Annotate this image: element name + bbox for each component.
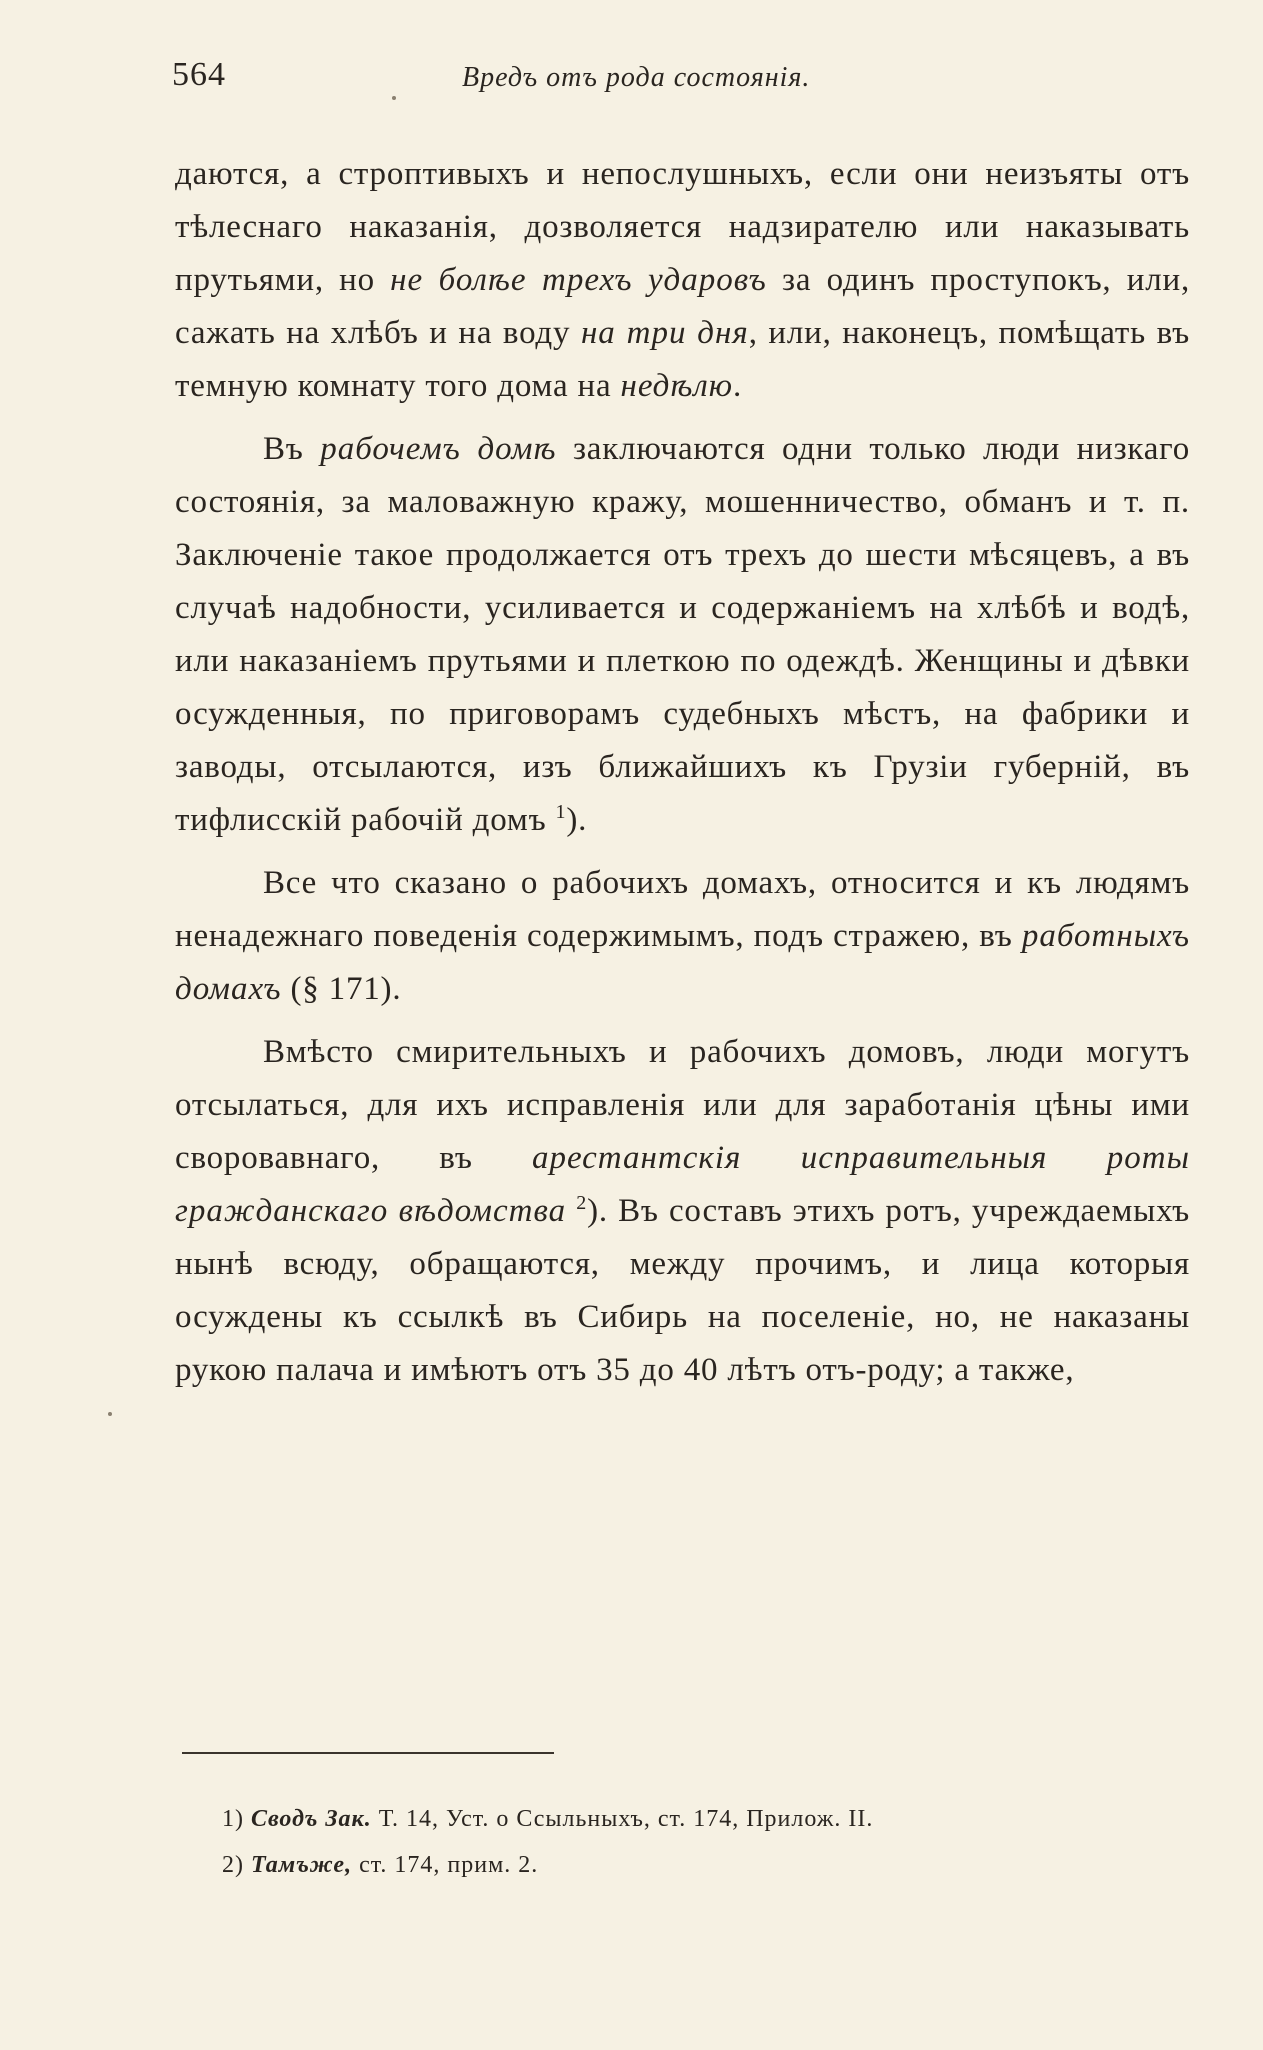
footnote-divider (182, 1752, 554, 1754)
emphasis: арестантскія исправительныя роты гражданскаго вѣдомства (175, 1140, 1190, 1229)
paragraph-2: Въ рабочемъ домѣ заключаются одни только люди низкаго состоянія, за маловажную кражу, мошенничество, обманъ и т. п. Заключеніе такое продолжается отъ трехъ до шести мѣсяцевъ, а въ случаѣ надобности, усиливается и содержаніемъ на хлѣбѣ и водѣ, или наказаніемъ прутьями и плеткою по одеждѣ. Женщины и дѣвки осужденныя, по приговорамъ судебныхъ мѣстъ, на фабрики и заводы, отсылаются, изъ ближайшихъ къ Грузіи губерній, въ тифлисскій рабочій домъ $^1$). (175, 431, 1190, 838)
paragraph-1: даются, а строптивыхъ и непослушныхъ, если они неизъяты отъ тѣлеснаго наказанія, дозволяется надзирателю или наказывать прутьями, но не болѣе трехъ ударовъ за одинъ проступокъ, или, сажать на хлѣбъ и на воду на три дня, или, наконецъ, помѣщать въ темную комнату того дома на недѣлю. (175, 156, 1191, 404)
emphasis: недѣлю (620, 368, 734, 404)
footnote-ref-1[interactable]: 1 (555, 801, 567, 823)
emphasis: работныхъ домахъ (175, 918, 1190, 1007)
emphasis: рабочемъ домѣ (320, 431, 557, 467)
paragraph-3: Все что сказано о рабочихъ домахъ, относится и къ людямъ ненадежнаго поведенія содержимымъ, подъ стражею, въ работныхъ домахъ (§ 171). (175, 865, 1190, 1007)
page-number: 564 (172, 56, 226, 93)
paragraph-4: Вмѣсто смирительныхъ и рабочихъ домовъ, люди могутъ отсылаться, для ихъ исправленія или для заработанія цѣны ими своровавнаго, въ арестантскія исправительныя роты гражданскаго вѣдомства $^2$). Въ составъ этихъ ротъ, учреждаемыхъ нынѣ всюду, обращаются, между прочимъ, и лица которыя осуждены къ ссылкѣ въ Сибирь на поселеніе, но, не наказаны рукою палача и имѣютъ отъ 35 до 40 лѣтъ отъ-роду; а также, (175, 1034, 1191, 1388)
footnotes (222, 1796, 1190, 1888)
main-text (175, 148, 1190, 1397)
footnote-1: 1) Сводъ Зак. Т. 14, Уст. о Ссыльныхъ, ст. 174, Прилож. II. (222, 1806, 874, 1832)
paper-speck (392, 96, 396, 100)
emphasis: не болѣе трехъ ударовъ (390, 262, 767, 298)
emphasis: на три дня (580, 315, 749, 351)
running-title: Вредъ отъ рода состоянія. (462, 62, 811, 93)
paper-speck (108, 1412, 112, 1416)
footnote-ref-2[interactable]: 2 (576, 1192, 588, 1214)
footnote-2: 2) Тамъже, ст. 174, прим. 2. (222, 1852, 539, 1878)
